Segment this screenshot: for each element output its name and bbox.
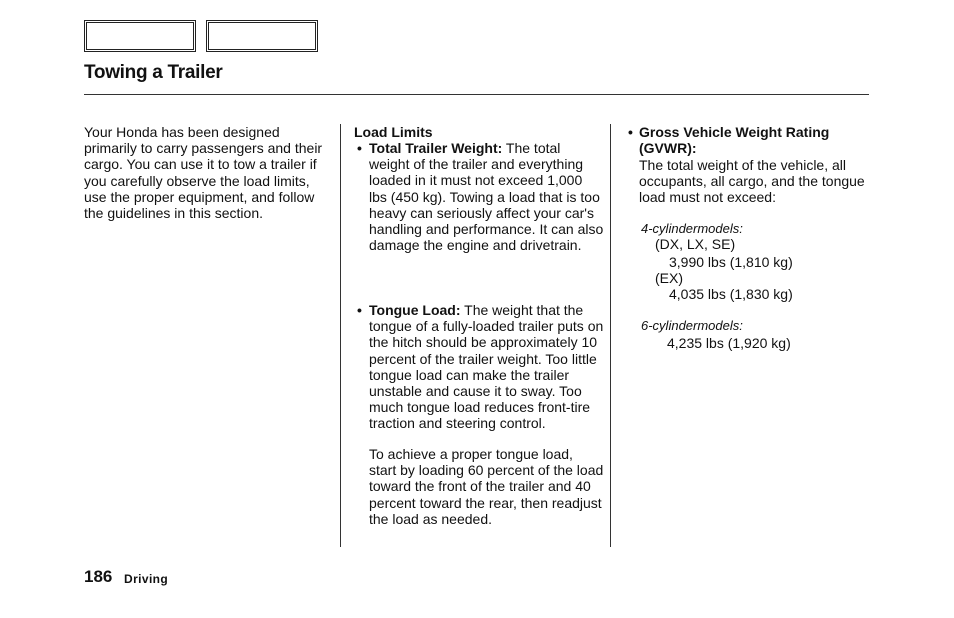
- six-cylinder-value: 4,235 lbs (1,920 kg): [667, 335, 791, 351]
- bullet-gvwr: •: [628, 124, 633, 140]
- gvwr-label: Gross Vehicle Weight Rating (GVWR):: [639, 124, 830, 157]
- bullet-tongue-load: •: [357, 302, 362, 318]
- column-divider-2: [610, 124, 611, 547]
- load-limits-heading: Load Limits: [354, 124, 433, 140]
- column-divider-1: [340, 124, 341, 547]
- page-number: 186: [84, 567, 113, 586]
- four-cylinder-label: 4-cylindermodels:: [641, 221, 743, 236]
- intro-paragraph: Your Honda has been designed primarily to carry passengers and their cargo. You can use it to tow a trailer if you carefully observe the load limits, use the proper equipment, and follow the guidelines in this section.: [84, 124, 323, 222]
- ex-label: (EX): [655, 270, 683, 286]
- bullet-trailer-weight: •: [357, 140, 362, 156]
- tongue-load-label: Tongue Load:: [369, 302, 461, 318]
- page-title: Towing a Trailer: [84, 62, 223, 83]
- tongue-load-paragraph: [369, 302, 604, 432]
- trailer-weight-text: The total weight of the trailer and everything loaded in it must not exceed 1,000 lbs (450 kg). Towing a load that is too heavy can seriously affect your car's handling and performance. It can also damage the engine and drivetrain.: [369, 140, 604, 254]
- trailer-weight-paragraph: [369, 140, 604, 253]
- tongue-load-extra-paragraph: To achieve a proper tongue load, start by loading 60 percent of the load toward the front of the trailer and 40 percent toward the rear, then readjust the load as needed.: [369, 446, 604, 527]
- ex-value: 4,035 lbs (1,830 kg): [669, 286, 793, 302]
- gvwr-text: The total weight of the vehicle, all occupants, all cargo, and the tongue load must not exceed:: [639, 157, 865, 206]
- dx-lx-se-label: (DX, LX, SE): [655, 236, 736, 252]
- six-cylinder-label: 6-cylindermodels:: [641, 318, 743, 333]
- nav-tab-box-right[interactable]: [206, 20, 318, 52]
- tongue-load-text: The weight that the tongue of a fully-loaded trailer puts on the hitch should be approximately 10 percent of the trailer weight. Too little tongue load can make the trailer unstable and cause it to sway. Too much tongue load reduces front-tire traction and steering control.: [369, 302, 604, 432]
- dx-lx-se-value: 3,990 lbs (1,810 kg): [669, 254, 793, 270]
- nav-tab-box-left[interactable]: [84, 20, 196, 52]
- trailer-weight-label: Total Trailer Weight:: [369, 140, 503, 156]
- section-name: Driving: [124, 572, 169, 586]
- title-divider: [84, 94, 869, 95]
